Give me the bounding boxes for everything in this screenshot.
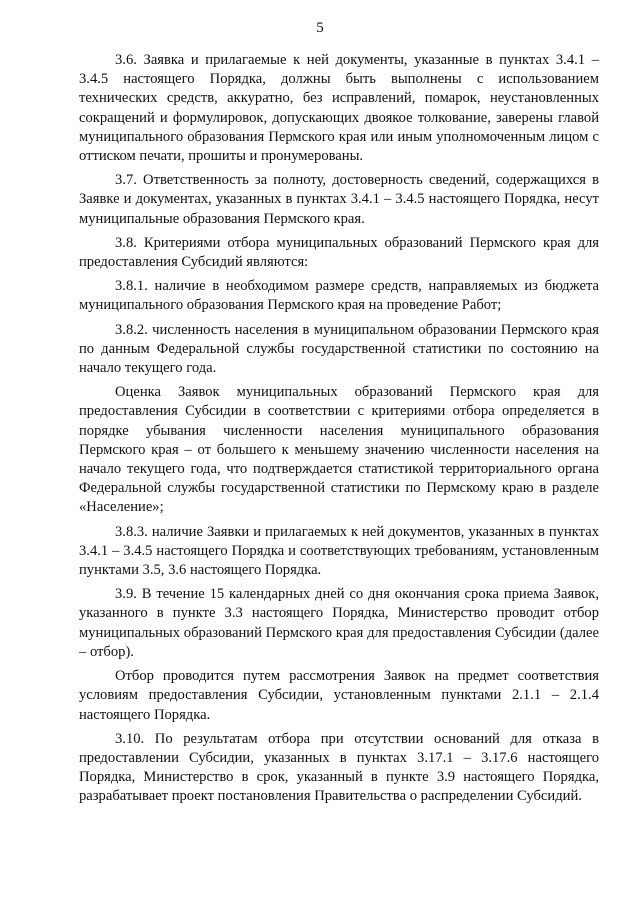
paragraph-3-6: 3.6. Заявка и прилагаемые к ней документы, указанные в пунктах 3.4.1 – 3.4.5 настоящего Порядка, должны быть выполнены с использованием технических средств, аккуратно, без исправлений, помарок, неустановленных сокращений и формулировок, допускающих двоякое толкование, заверены главой муниципального образования Пермского края или иным уполномоченным лицом с оттиском печати, прошиты и пронумерованы. [79,52,599,165]
page-number: 5 [316,20,324,36]
paragraph-3-8-2: 3.8.2. численность населения в муниципальном образовании Пермского края по данным Федеральной службы государственной статистики по состоянию на начало текущего года. [79,321,599,377]
paragraph-3-8-1: 3.8.1. наличие в необходимом размере средств, направляемых из бюджета муниципального образования Пермского края на проведение Работ; [79,278,599,314]
paragraph-3-7: 3.7. Ответственность за полноту, достоверность сведений, содержащихся в Заявке и документах, указанных в пунктах 3.4.1 – 3.4.5 настоящего Порядка, несут муниципальные образования Пермского края. [79,172,599,227]
document-body [79,51,599,807]
paragraph-3-9: 3.9. В течение 15 календарных дней со дня окончания срока приема Заявок, указанного в пункте 3.3 настоящего Порядка, Министерство проводит отбор муниципальных образований Пермского края для предоставления Субсидии (далее – отбор). [79,586,599,660]
paragraph-selection: Отбор проводится путем рассмотрения Заявок на предмет соответствия условиям предоставления Субсидии, установленным пунктами 2.1.1 – 2.1.4 настоящего Порядка. [79,668,599,723]
paragraph-3-8: 3.8. Критериями отбора муниципальных образований Пермского края для предоставления Субсидий являются: [79,234,599,271]
paragraph-3-8-3: 3.8.3. наличие Заявки и прилагаемых к ней документов, указанных в пунктах 3.4.1 – 3.4.5 настоящего Порядка и соответствующих требованиям, установленным пунктами 3.5, 3.6 настоящего Порядка. [79,523,599,579]
paragraph-evaluation: Оценка Заявок муниципальных образований Пермского края для предоставления Субсидии в соответствии с критериями отбора определяется в порядке убывания численности населения муниципального образования Пермского края – от большего к меньшему значению численности населения на начало текущего года, что подтверждается статистикой территориального органа Федеральной службы государственной статистики по Пермскому краю в разделе «Население»; [79,384,599,516]
paragraph-3-10: 3.10. По результатам отбора при отсутствии оснований для отказа в предоставлении Субсидии, указанных в пунктах 3.17.1 – 3.17.6 настоящего Порядка, Министерство в срок, указанный в пункте 3.9 настоящего Порядка, разрабатывает проект постановления Правительства о распределении Субсидий. [79,730,599,805]
